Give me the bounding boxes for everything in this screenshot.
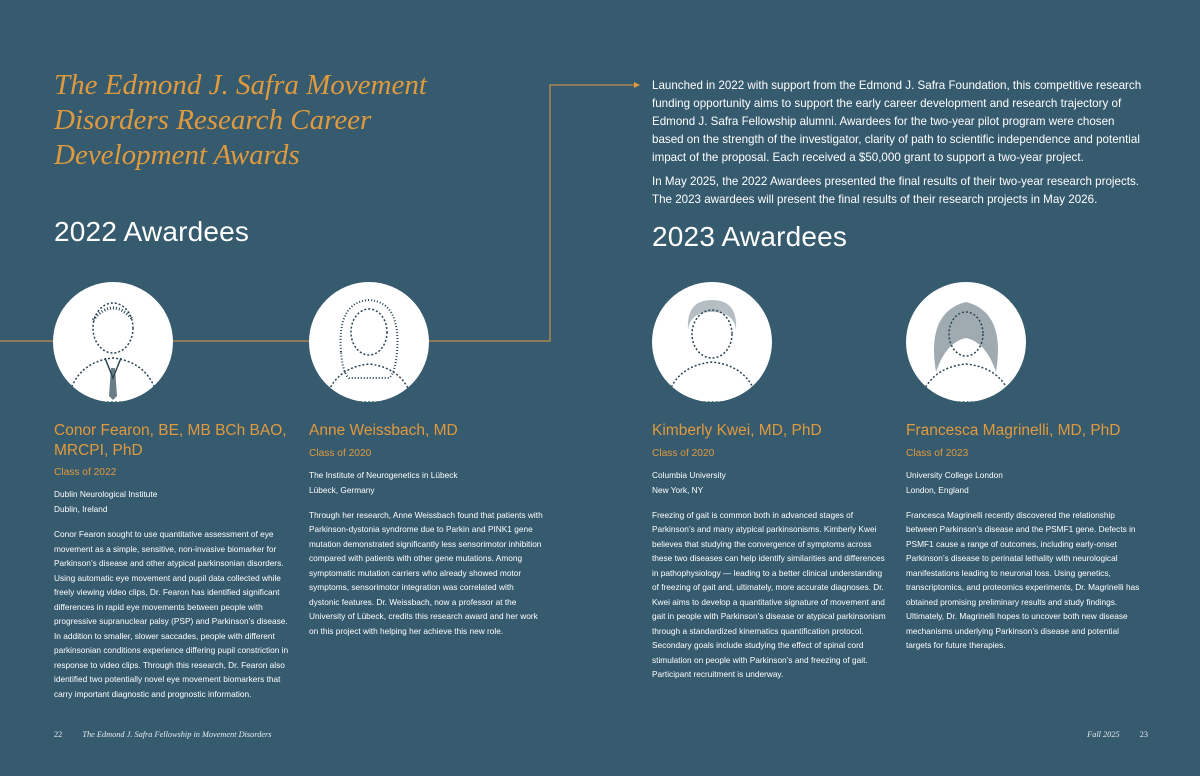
awardee-class: Class of 2022: [54, 467, 117, 478]
portrait-kimberly-kwei: [652, 282, 772, 402]
intro-text: [652, 77, 1142, 215]
portrait-anne-weissbach: [309, 282, 429, 402]
awardee-name: Anne Weissbach, MD: [309, 422, 458, 439]
footer-right: [1087, 730, 1148, 739]
awardee-card-kimberly-kwei: [652, 421, 888, 682]
awardee-bio: Freezing of gait is common both in advanced stages of Parkinson’s and many atypical parkinsonisms. Kimberly Kwei believes that studying the convergence of symptoms across these two diseases can help identify similarities and differences in pathophysiology — leading to a better clinical understanding of freezing of gait and, ultimately, more accurate diagnoses. Dr. Kwei aims to develop a quantitative signature of movement and gait in people with Parkinson’s disease or atypical parkinsonism through a standardized kinematics quantification protocol. Secondary goals include studying the effect of spinal cord stimulation on people with Parkinson’s and freezing of gait. Participant recruitment is underway.: [652, 509, 886, 679]
awardee-class: Class of 2020: [309, 447, 372, 459]
page-number-left: 22: [54, 730, 63, 739]
awardee-bio: Francesca Magrinelli recently discovered the relationship between Parkinson’s disease and the PSMF1 gene. Defects in PSMF1 cause a range of outcomes, including early-onset Parkinson’s disease to perinatal lethality with neurological manifestations leading to neuronal loss. Using genetics, transcriptomics, and proteomics experiments, Dr. Magrinelli has obtained promising preliminary results and study findings. Ultimately, Dr. Magrinelli hopes to uncover both new disease mechanisms underlying Parkinson’s disease and potential targets for future therapies.: [906, 509, 1140, 650]
awardee-class: Class of 2020: [652, 447, 715, 459]
awardee-institution: [54, 487, 290, 517]
institution-location: Lübeck, Germany: [309, 484, 375, 495]
awardee-name: Kimberly Kwei, MD, PhD: [652, 422, 822, 439]
institution-location: New York, NY: [652, 484, 704, 495]
awardee-class: Class of 2023: [906, 447, 969, 459]
page-title: The Edmond J. Safra Movement Disorders Research Career Development Awards: [54, 69, 427, 171]
heading-2023-awardees: 2023 Awardees: [652, 221, 848, 252]
institution-location: London, England: [906, 484, 969, 495]
institution-name: The Institute of Neurogenetics in Lübeck: [309, 469, 458, 480]
awardee-bio: Through her research, Anne Weissbach found that patients with Parkinson-dystonia syndrome due to Parkin and PINK1 gene mutation demonstrated significantly less sensorimotor inhibition compared with patients with other gene mutations. Among symptomatic mutation carriers who already showed motor symptoms, sensorimotor integration was correlated with dystonic features. Dr. Weissbach, now a professor at the University of Lübeck, credits this research award and her work on this project with helping her achieve this new role.: [309, 509, 543, 636]
institution-name: University College London: [906, 469, 1003, 480]
awardee-card-anne-weissbach: [309, 421, 545, 638]
issue-date: Fall 2025: [1087, 730, 1120, 739]
awardee-institution: [309, 468, 545, 498]
institution-location: Dublin, Ireland: [54, 504, 108, 514]
awardee-institution: [652, 468, 888, 498]
institution-name: Dublin Neurological Institute: [54, 489, 158, 499]
footer-left: [54, 730, 272, 739]
institution-name: Columbia University: [652, 469, 726, 480]
publication-name: The Edmond J. Safra Fellowship in Movement Disorders: [82, 730, 272, 739]
portrait-francesca-magrinelli: [906, 282, 1026, 402]
awardee-name: Francesca Magrinelli, MD, PhD: [906, 422, 1121, 439]
portrait-conor-fearon: [53, 282, 173, 402]
awardee-card-francesca-magrinelli: [906, 421, 1142, 653]
awardee-bio: Conor Fearon sought to use quantitative assessment of eye movement as a simple, sensitive, non-invasive biomarker for Parkinson’s disease and other atypical parkinsonian disorders. Using automatic eye movement and pupil data collected while freely viewing video clips, Dr. Fearon has identified significant differences in rapid eye movements between people with progressive supranuclear palsy (PSP) and Parkinson’s disease. In addition to smaller, slower saccades, people with different parkinsonian conditions experience differing pupil constriction in response to video clips. Through this research, Dr. Fearon also identified two potentially novel eye movement biomarkers that carry important diagnostic and prognostic information.: [54, 529, 289, 699]
intro-paragraph-1: Launched in 2022 with support from the Edmond J. Safra Foundation, this competitive research funding opportunity aims to support the early career development and research trajectory of Edmond J. Safra Fellowship alumni. Awardees for the two-year pilot program were chosen based on the strength of the investigator, clarity of path to scientific independence and potential impact of the proposal. Each received a $50,000 grant to support a two-year project.: [652, 79, 1142, 164]
page-number-right: 23: [1139, 730, 1148, 739]
intro-paragraph-2: In May 2025, the 2022 Awardees presented the final results of their two-year research projects. The 2023 awardees will present the final results of their research projects in May 2026.: [652, 175, 1139, 206]
awardee-institution: [906, 468, 1142, 498]
awardee-name: Conor Fearon, BE, MB BCh BAO, MRCPI, PhD: [54, 422, 287, 459]
awardee-card-conor-fearon: [54, 421, 290, 701]
heading-2022-awardees: 2022 Awardees: [54, 216, 250, 247]
